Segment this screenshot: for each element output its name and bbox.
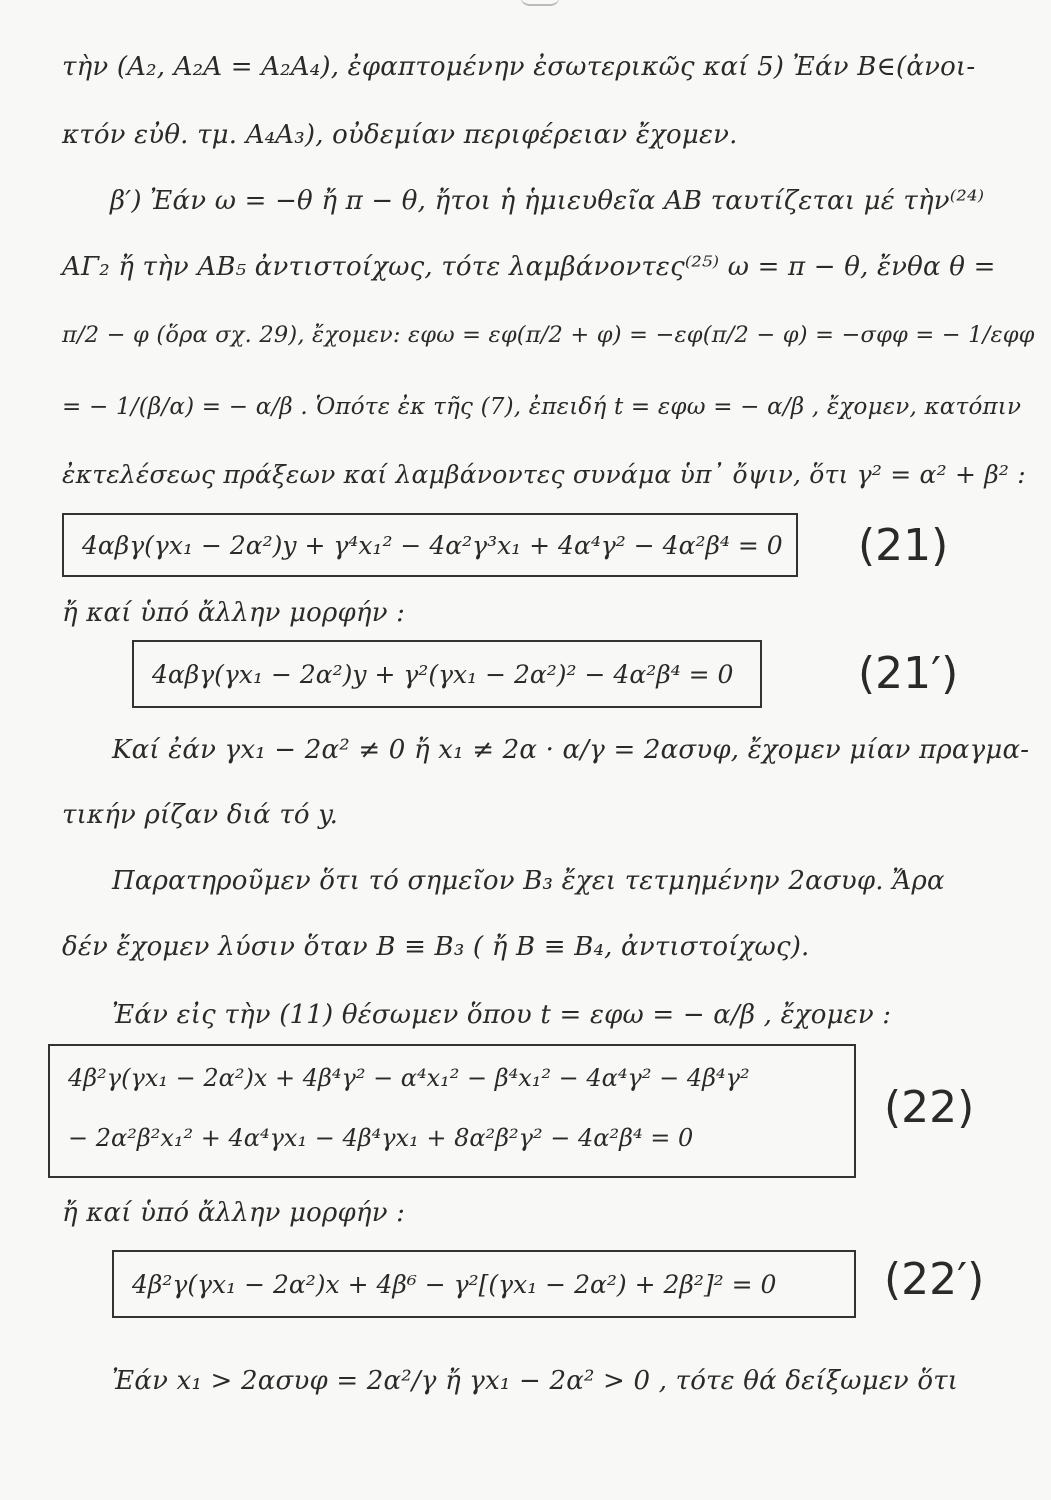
text-line-6: = − 1/(β/α) = − α/β . Ὁπότε ἐκ τῆς (7), ἐπειδή t = εφω = − α/β , ἔχομεν, κατόπιν (62, 394, 1022, 420)
equation-21-prime-label: (21′) (858, 648, 959, 699)
equation-21: 4αβγ(γx₁ − 2α²)y + γ⁴x₁² − 4α²γ³x₁ + 4α⁴γ² − 4α²β⁴ = 0 (82, 531, 783, 560)
text-line-7: ἐκτελέσεως πράξεων καί λαμβάνοντες συνάμα ὑπ᾽ ὄψιν, ὅτι γ² = α² + β² : (62, 460, 1026, 489)
equation-22-line-1: 4β²γ(γx₁ − 2α²)x + 4β⁴γ² − α⁴x₁² − β⁴x₁² − 4α⁴γ² − 4β⁴γ² (68, 1064, 750, 1092)
text-line-4: AΓ₂ ἤ τὴν AB₅ ἀντιστοίχως, τότε λαμβάνοντες⁽²⁵⁾ ω = π − θ, ἔνθα θ = (62, 252, 996, 282)
text-line-14: ἤ καί ὑπό ἄλλην μορφήν : (62, 1198, 406, 1228)
text-line-2: κτόν εὐθ. τμ. A₄A₃), οὐδεμίαν περιφέρειαν ἔχομεν. (62, 120, 738, 150)
text-line-15: Ἐάν x₁ > 2ασυφ = 2α²/γ ἤ γx₁ − 2α² > 0 , τότε θά δείξωμεν ὅτι (112, 1366, 959, 1396)
equation-21-prime-box (132, 640, 762, 708)
text-line-13: Ἐάν εἰς τὴν (11) θέσωμεν ὅπου t = εφω = − α/β , ἔχομεν : (112, 1000, 892, 1030)
equation-22-prime-box (112, 1250, 856, 1318)
text-line-11: Παρατηροῦμεν ὅτι τό σημεῖον B₃ ἔχει τετμημένην 2ασυφ. Ἄρα (112, 866, 945, 896)
equation-21-prime: 4αβγ(γx₁ − 2α²)y + γ²(γx₁ − 2α²)² − 4α²β⁴ = 0 (152, 660, 734, 689)
equation-22-prime-label: (22′) (884, 1254, 985, 1305)
equation-21-box (62, 513, 798, 577)
equation-22-box (48, 1044, 856, 1178)
equation-21-label: (21) (858, 520, 949, 571)
text-line-5: π/2 − φ (ὅρα σχ. 29), ἔχομεν: εφω = εφ(π/2 + φ) = −εφ(π/2 − φ) = −σφφ = − 1/εφφ (62, 322, 1035, 348)
text-line-8: ἤ καί ὑπό ἄλλην μορφήν : (62, 598, 406, 628)
text-line-10: τικήν ρίζαν διά τό y. (62, 800, 339, 830)
text-line-3: β′) Ἐάν ω = −θ ἤ π − θ, ἤτοι ἡ ἡμιευθεῖα AB ταυτίζεται μέ τὴν⁽²⁴⁾ (110, 186, 985, 216)
text-line-9: Καί ἐάν γx₁ − 2α² ≠ 0 ἤ x₁ ≠ 2α · α/γ = 2ασυφ, ἔχομεν μίαν πραγμα- (112, 735, 1030, 765)
text-line-1: τὴν (A₂, A₂A = A₂A₄), ἐφαπτομένην ἐσωτερικῶς καί 5) Ἐάν B∈(ἀνοι- (62, 52, 976, 82)
equation-22-prime: 4β²γ(γx₁ − 2α²)x + 4β⁶ − γ²[(γx₁ − 2α²) + 2β²]² = 0 (132, 1270, 777, 1299)
page-number-fragment (520, 0, 560, 6)
equation-22-label: (22) (884, 1082, 975, 1133)
text-line-12: δέν ἔχομεν λύσιν ὅταν B ≡ B₃ ( ἤ B ≡ B₄, ἀντιστοίχως). (62, 932, 810, 962)
equation-22-line-2: − 2α²β²x₁² + 4α⁴γx₁ − 4β⁴γx₁ + 8α²β²γ² − 4α²β⁴ = 0 (68, 1124, 694, 1152)
